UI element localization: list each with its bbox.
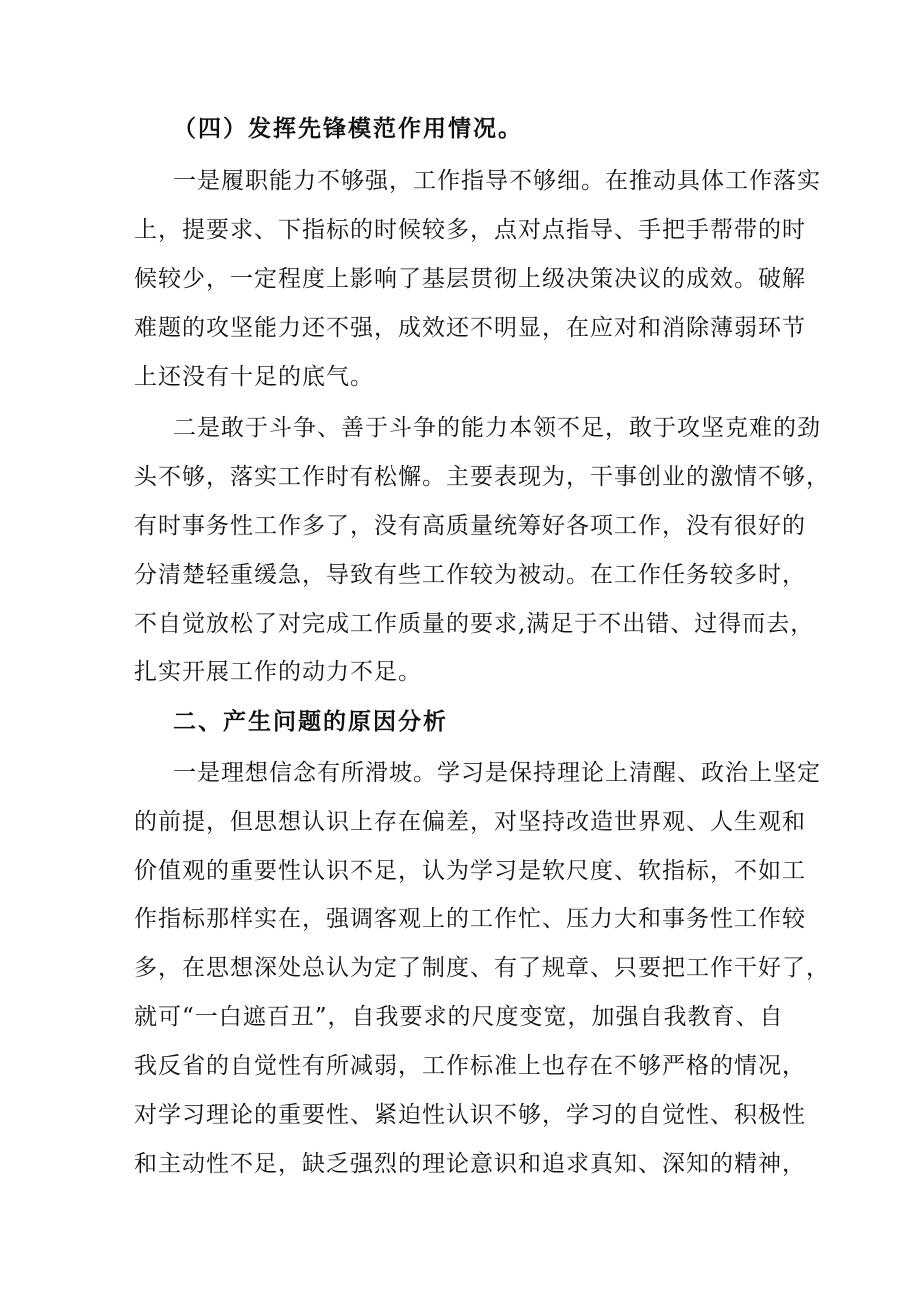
paragraph-line: 作指标那样实在，强调客观上的工作忙、压力大和事务性工作较: [134, 906, 806, 932]
paragraph-line: 候较少，一定程度上影响了基层贯彻上级决策决议的成效。破解: [134, 266, 806, 292]
paragraph-line: 我反省的自觉性有所减弱，工作标准上也存在不够严格的情况，: [134, 1053, 806, 1079]
paragraph-line: 上，提要求、下指标的时候较多，点对点指导、手把手帮带的时: [134, 217, 806, 243]
section-heading-2: 二、产生问题的原因分析: [173, 709, 448, 735]
paragraph-line: 一是理想信念有所滑坡。学习是保持理论上清醒、政治上坚定: [173, 760, 821, 786]
paragraph-line: 不自觉放松了对完成工作质量的要求,满足于不出错、过得而去，: [134, 611, 815, 637]
paragraph-line: 和主动性不足，缺乏强烈的理论意识和追求真知、深知的精神，: [134, 1151, 806, 1177]
paragraph-line: 多，在思想深处总认为定了制度、有了规章、只要把工作干好了，: [134, 955, 830, 981]
paragraph-line: 扎实开展工作的动力不足。: [134, 659, 422, 685]
paragraph-line: 有时事务性工作多了，没有高质量统筹好各项工作，没有很好的: [134, 513, 806, 539]
paragraph-line: 分清楚轻重缓急，导致有些工作较为被动。在工作任务较多时，: [134, 562, 806, 588]
paragraph-line: 二是敢于斗争、善于斗争的能力本领不足，敢于攻坚克难的劲: [173, 415, 821, 441]
paragraph-line: 对学习理论的重要性、紧迫性认识不够，学习的自觉性、积极性: [134, 1102, 806, 1128]
paragraph-line: 头不够，落实工作时有松懈。主要表现为，干事创业的激情不够，: [134, 464, 830, 490]
paragraph-line: 就可“一白遮百丑”，自我要求的尺度变宽，加强自我教育、自: [134, 1004, 784, 1030]
paragraph-line: 一是履职能力不够强，工作指导不够细。在推动具体工作落实: [173, 168, 821, 194]
paragraph-line: 上还没有十足的底气。: [134, 364, 374, 390]
paragraph-line: 的前提，但思想认识上存在偏差，对坚持改造世界观、人生观和: [134, 809, 806, 835]
section-heading-4: （四）发挥先锋模范作用情况。: [173, 116, 523, 142]
paragraph-line: 难题的攻坚能力还不强，成效还不明显，在应对和消除薄弱环节: [134, 315, 806, 341]
paragraph-line: 价值观的重要性认识不足，认为学习是软尺度、软指标，不如工: [134, 858, 806, 884]
